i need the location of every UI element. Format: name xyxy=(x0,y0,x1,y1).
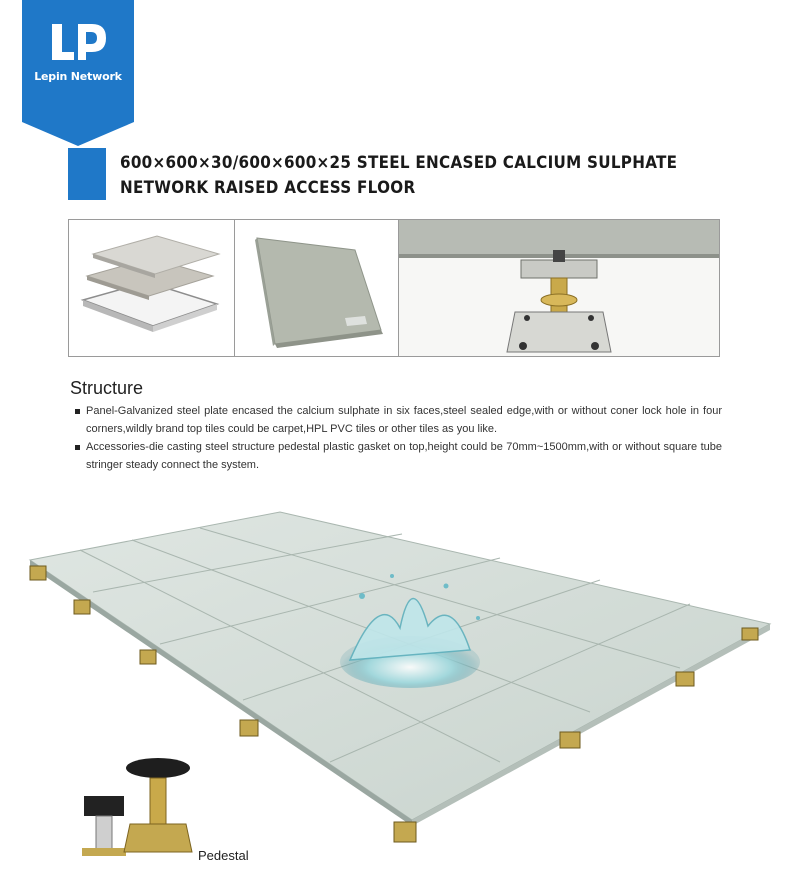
structure-item-accessories: Accessories-die casting steel structure pedestal plastic gasket on top,height could be 70mm~1500mm,with or without square tube stringer steady connect the system. xyxy=(72,439,722,474)
product-photo-strip xyxy=(68,219,720,357)
brand-name: Lepin Network xyxy=(34,70,122,83)
structure-heading: Structure xyxy=(70,378,144,398)
pedestal-support-closeup-photo xyxy=(399,220,719,356)
title-line-2: NETWORK RAISED ACCESS FLOOR xyxy=(120,178,416,197)
single-floor-panel-photo xyxy=(235,220,399,356)
pedestal-caption: Pedestal xyxy=(198,848,249,863)
title-accent-block xyxy=(68,148,106,200)
structure-list xyxy=(72,403,722,475)
raised-floor-illustration xyxy=(0,500,790,876)
structure-item-panel: Panel-Galvanized steel plate encased the calcium sulphate in six faces,steel sealed edge,with or without coner lock hole in four corners,wildly brand top tiles could be carpet,HPL PVC tiles or other tiles as you like. xyxy=(72,403,722,438)
page-title xyxy=(120,150,709,200)
stacked-floor-panels-photo xyxy=(69,220,235,356)
pedestal-detail-images xyxy=(82,758,192,856)
title-line-1: 600×600×30/600×600×25 STEEL ENCASED CALCIUM SULPHATE xyxy=(120,153,678,172)
